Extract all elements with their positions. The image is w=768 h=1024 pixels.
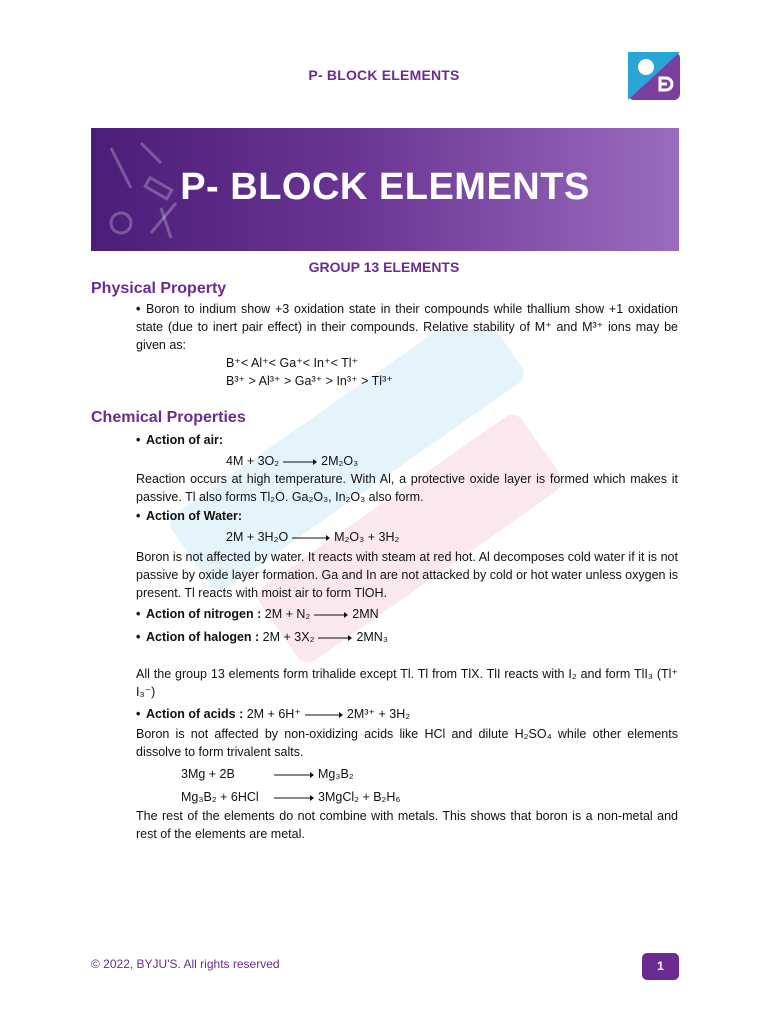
bullet-icon: •: [136, 509, 141, 523]
byjus-logo-icon: [628, 52, 680, 100]
water-label: [136, 507, 242, 525]
halogen-eq-right: 2MN₃: [356, 630, 388, 644]
water-eq-right: M₂O₃ + 3H₂: [334, 530, 400, 544]
trihalide-paragraph: All the group 13 elements form trihalide except Tl. Tl from TlX. TlI reacts with I₂ and form TlI₃ (Tl⁺ I₃⁻): [136, 667, 678, 699]
air-label-text: Action of air:: [146, 433, 224, 447]
chemical-properties-heading: Chemical Properties: [91, 409, 246, 426]
acids-eq-right: 2M³⁺ + 3H₂: [346, 707, 411, 721]
acids-paragraph: Boron is not affected by non-oxidizing acids like HCl and dilute H₂SO₄ while other elements dissolve to form trivalent salts.: [136, 727, 678, 759]
stability-order-2: B³⁺ > Al³⁺ > Ga³⁺ > In³⁺ > Tl³⁺: [226, 374, 393, 388]
physical-text: Boron to indium show +3 oxidation state in their compounds while thallium show +1 oxidation state (due to inert pair effect) in their compounds. Relative stability of M⁺ and M³⁺ ions may be given as:: [136, 302, 678, 352]
reaction-arrow-icon: [305, 711, 343, 719]
reaction-arrow-icon: [318, 634, 352, 642]
page-number-badge: 1: [642, 953, 679, 980]
mg-equation-1-left: 3Mg + 2B: [181, 767, 235, 781]
mg-equation-1-right: Mg₃B₂: [318, 767, 354, 781]
reaction-arrow-icon: [283, 458, 317, 466]
halogen-row: [136, 628, 388, 646]
reaction-arrow-icon: [292, 534, 330, 542]
air-eq-left: 4M + 3O₂: [226, 454, 280, 468]
acids-label: Action of acids :: [146, 707, 244, 721]
group-title: GROUP 13 ELEMENTS: [308, 259, 460, 275]
bullet-icon: •: [136, 433, 141, 447]
bullet-icon: •: [136, 302, 141, 316]
nitrogen-label: Action of nitrogen :: [146, 607, 262, 621]
reaction-arrow-icon: [274, 794, 314, 802]
acids-eq-left: 2M + 6H⁺: [246, 707, 301, 721]
bullet-icon: •: [136, 707, 141, 721]
nitrogen-row: [136, 605, 379, 623]
bullet-icon: •: [136, 607, 141, 621]
header-title: P- BLOCK ELEMENTS: [308, 67, 460, 83]
stability-order-1: B⁺< Al⁺< Ga⁺< In⁺< Tl⁺: [226, 356, 359, 370]
physical-paragraph: [136, 300, 678, 354]
nitrogen-eq-right: 2MN: [352, 607, 379, 621]
halogen-eq-left: 2M + 3X₂: [262, 630, 315, 644]
air-label: [136, 431, 223, 449]
air-eq-right: 2M₂O₃: [321, 454, 359, 468]
physical-property-heading: Physical Property: [91, 280, 227, 297]
air-equation: [226, 452, 358, 470]
water-equation: [226, 528, 399, 546]
nitrogen-eq-left: 2M + N₂: [264, 607, 311, 621]
reaction-arrow-icon: [314, 611, 348, 619]
title-banner: [91, 128, 679, 251]
halogen-label: Action of halogen :: [146, 630, 260, 644]
reaction-arrow-icon: [274, 771, 314, 779]
mg-equation-2-right: 3MgCl₂ + B₂H₆: [318, 790, 401, 804]
water-label-text: Action of Water:: [146, 509, 243, 523]
footer-copyright: © 2022, BYJU'S. All rights reserved: [91, 957, 280, 971]
bullet-icon: •: [136, 630, 141, 644]
water-eq-left: 2M + 3H₂O: [226, 530, 289, 544]
air-paragraph: Reaction occurs at high temperature. With Al, a protective oxide layer is formed which makes it passive. Tl also forms Tl₂O. Ga₂O₃, In₂O₃ also form.: [136, 472, 678, 504]
acids-row: [136, 705, 410, 723]
mg-equation-2-left: Mg₃B₂ + 6HCl: [181, 790, 259, 804]
water-paragraph: Boron is not affected by water. It reacts with steam at red hot. Al decomposes cold water if it is not passive by oxide layer formation. Ga and In are not attacked by cold or hot water unless oxygen is present. Tl reacts with moist air to form TlOH.: [136, 550, 678, 600]
banner-title: P- BLOCK ELEMENTS: [180, 166, 590, 208]
final-paragraph: The rest of the elements do not combine with metals. This shows that boron is a non-metal and rest of the elements are metal.: [136, 809, 678, 841]
